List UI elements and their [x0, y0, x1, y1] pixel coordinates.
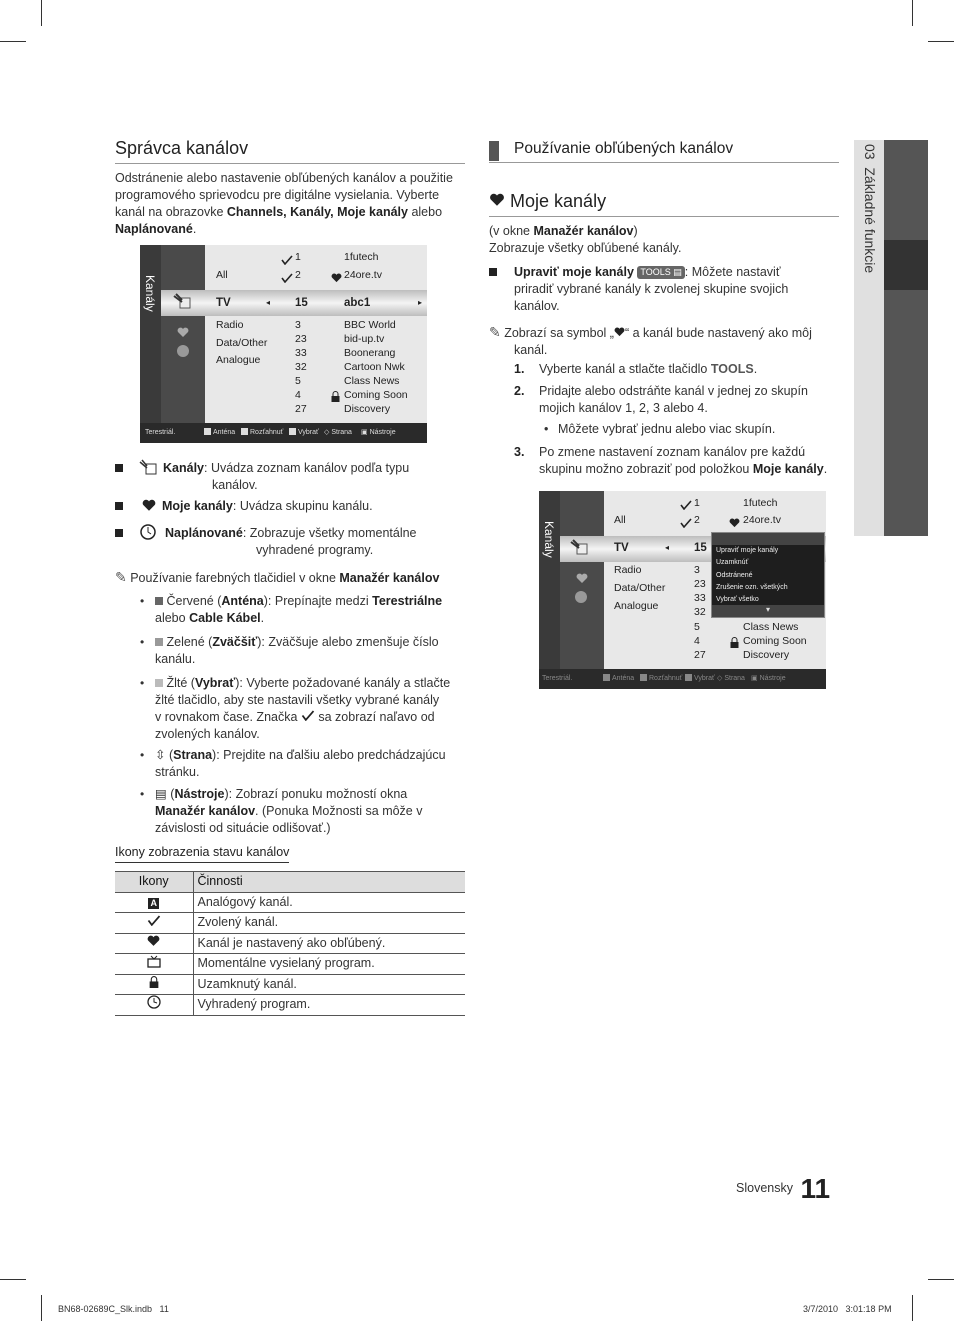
channel-list-screen: Kanály All TV Radio Data/Other Analogue ◂ 1 2 15 3 23 33 32 5 4 27 1futech 24ore.tv abc1 ▸ BBC World bid-up.tv Boonerang Cartoon Nwk Class News Coming Soon Discovery Terestriál. Anténa Rozťahnuť Vybrať ◇ Strana ▣ Nástroje: [140, 245, 427, 443]
moje-kanaly-title: Moje kanály: [489, 193, 606, 210]
heart-icon: [147, 936, 160, 950]
section-title: Používanie obľúbených kanálov: [514, 140, 734, 157]
clock-icon: [574, 590, 588, 609]
heart-icon: [489, 191, 505, 211]
print-date: 3/7/2010 3:01:18 PM: [803, 1304, 892, 1314]
note-icon: ✎: [489, 324, 501, 340]
popup-item[interactable]: Uzamknúť: [716, 559, 749, 567]
channels-icon: [569, 538, 591, 561]
check-icon: [281, 271, 293, 288]
page-title: Správca kanálov: [115, 138, 249, 158]
bullet-list: Kanály: Uvádza zoznam kanálov podľa typu kanálov. Moje kanály: Uvádza skupinu kanálu. Naplánované: Zobrazuje všetky momentálne vyhradené programy.: [115, 460, 475, 567]
channels-icon: [139, 459, 159, 480]
print-file: BN68-02689C_Slk.indb 11: [58, 1304, 169, 1314]
table-row: A Analógový kanál.: [115, 892, 465, 913]
color-keys-list: • Červené (Anténa): Prepínajte medzi Terestriálne alebo Cable Kábel. • Zelené (Zväčšiť): Zväčšuje alebo zmenšuje číslo kanálu. • Žlté (Vybrať): Vyberte požadované kanály a stlačte žlté tlačidlo, aby ste nastavili všetky vybrané kanály v rovnakom čase. Značka sa zobrazí naľavo od zvolených kanálov. • ⇳ (Strana): Prejdite na ďalšiu alebo predchádzajúcu stránku. • ▤ (Nástroje): Zobrazí ponuku možností okna Manažér kanálov. (Ponuka Možnosti sa môže v závislosti od situácie odlišovať.): [140, 594, 451, 835]
clock-icon: [176, 344, 190, 363]
clock-icon: [147, 998, 161, 1012]
analog-a-icon: A: [148, 898, 159, 909]
popup-item[interactable]: Vybrať všetko: [716, 596, 759, 604]
side-tab-label: 03 Základné funkcie: [862, 144, 878, 274]
key-a-icon: [155, 597, 163, 605]
up-down-icon: ⇳: [155, 748, 166, 762]
check-icon: [147, 915, 161, 929]
note-icon: ✎: [115, 569, 127, 585]
table-row: Momentálne vysielaný program.: [115, 954, 465, 975]
heart-icon: [142, 499, 156, 517]
heart-icon: [614, 326, 625, 340]
check-icon: [680, 516, 692, 533]
check-icon: [680, 498, 692, 515]
note: ✎ Zobrazí sa symbol „ “ a kanál bude nastavený ako môj kanál.: [489, 324, 812, 357]
my-channels-screen: Kanály All TV Radio Data/Other Analogue ◂ 1 2 15 3 23 33 32 5 4 27 1futech 24ore.tv Class News Coming Soon Discovery Upraviť moje kanály Uzamknúť Odstránené Zrušenie ozn. všetkých Vybrať všetko ▾ Terestriál. Anténa Rozťahnuť Vybrať ◇ Strana ▣ Nástroje: [539, 491, 826, 689]
table-row: Uzamknutý kanál.: [115, 974, 465, 995]
intro-text: Odstránenie alebo nastavenie obľúbených kanálov a použitie programového sprievodcu pre digitálne vysielania. Vyberte kanál na obrazovke Channels, Kanály, Moje kanály alebo Naplánované.: [115, 171, 453, 236]
tv-icon: [147, 957, 161, 971]
channels-icon: [172, 292, 194, 310]
clock-icon: [140, 524, 156, 545]
tools-badge: TOOLS ▤: [637, 266, 684, 279]
key-c-icon: [155, 679, 163, 687]
moje-kanaly-text: (v okne Manažér kanálov) Zobrazuje všetky obľúbené kanály.: [489, 224, 682, 255]
lock-icon: [331, 390, 340, 407]
popup-item[interactable]: Upraviť moje kanály: [716, 547, 779, 554]
note: ✎ Používanie farebných tlačidiel v okne Manažér kanálov: [115, 569, 440, 585]
popup-item[interactable]: Odstránené: [716, 571, 753, 579]
steps-list: 1. Vyberte kanál a stlačte tlačidlo TOOLS. 2. Pridajte alebo odstráňte kanál v jednej zo skupín mojich kanálov 1, 2, 3 alebo 4. • Môžete vybrať jednu alebo viac skupín. 3. Po zmene nastavení zoznam kanálov pre každú skupinu možno zobraziť pod položkou Moje kanály.: [514, 362, 828, 476]
table-row: Vyhradený program.: [115, 995, 465, 1016]
heart-icon: [331, 271, 342, 288]
heart-icon: [729, 516, 740, 533]
tools-icon: ▤: [155, 787, 167, 801]
heart-icon: [576, 572, 588, 589]
key-b-icon: [155, 638, 163, 646]
heart-icon: [177, 326, 189, 343]
lock-icon: [149, 977, 159, 991]
table-title: Ikony zobrazenia stavu kanálov: [115, 844, 289, 863]
status-icons-table: Ikony Činnosti A Analógový kanál. Zvolený kanál. Kanál je nastavený ako obľúbený. Momentálne vysielaný program. Uzamknutý kanál. Vyhradený program.: [115, 871, 465, 1016]
edit-my-channels-item: Upraviť moje kanály TOOLS ▤ : Môžete nastaviť priradiť vybrané kanály k zvolenej skupine svojich kanálov.: [489, 264, 844, 315]
table-row: Kanál je nastavený ako obľúbený.: [115, 933, 465, 954]
table-row: Zvolený kanál.: [115, 913, 465, 934]
popup-item[interactable]: Zrušenie ozn. všetkých: [716, 583, 788, 591]
lock-icon: [730, 636, 739, 653]
check-icon: [301, 710, 315, 724]
tools-popup: Upraviť moje kanály Uzamknúť Odstránené Zrušenie ozn. všetkých Vybrať všetko ▾: [711, 532, 825, 618]
check-icon: [281, 253, 293, 270]
page-footer: Slovensky 11: [736, 1173, 831, 1204]
side-tab: [854, 140, 928, 536]
